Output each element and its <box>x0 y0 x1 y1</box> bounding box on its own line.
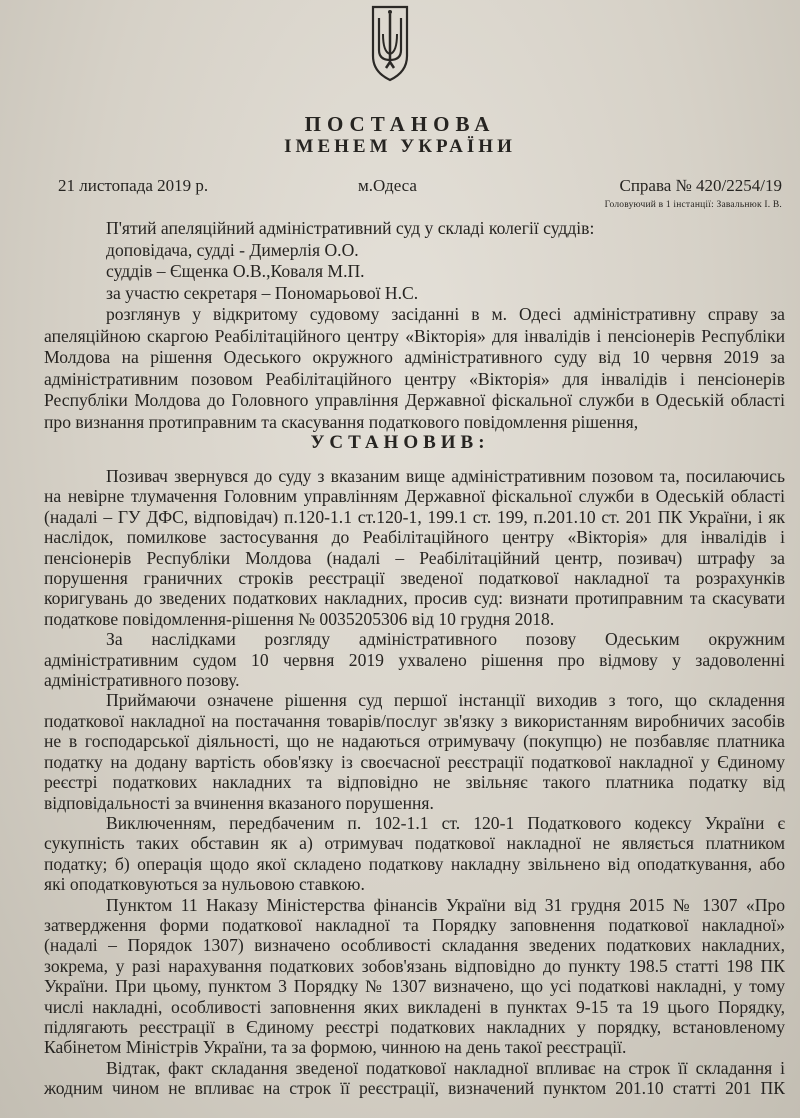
decision-city: м.Одеса <box>358 176 417 195</box>
paragraph-line: Позивач звернувся до суду з вказаним вище адміністративним позовом та, посилаючись <box>106 466 785 486</box>
paragraph-line: не в господарської діяльності, що не надаються отримувачу (покупцю) не позбавляє платника <box>44 731 785 752</box>
paragraph-line: податкове повідомлення-рішення № 0035205306 від 10 грудня 2018. <box>44 608 555 629</box>
paragraph-line: на невірне тлумачення Головним управлінням Державної фіскальної служби в Одеській області <box>44 486 785 507</box>
paragraph-line: зокрема, у разі нарахування податкових зобов'язань відповідно до пункту 198.5 статті 198 ПК <box>44 955 785 976</box>
paragraph-line: податку; б) операція щодо якої складено податкову накладну звільнено від оподаткування, або <box>44 853 785 874</box>
paragraph-line: які оподатковуються за нульовою ставкою. <box>44 874 365 895</box>
paragraph-line: Пунктом 11 Наказу Міністерства фінансів України від 31 грудня 2015 № 1307 «Про <box>106 894 785 915</box>
paragraph-line: адміністративним судом 10 червня 2019 ухвалено рішення про відмову у задоволенні <box>44 649 785 670</box>
composition-line: доповідача, судді - Димерлія О.О. <box>106 239 359 260</box>
paragraph-line: коригувань до зведених податкових накладних, просив суд: визнати протиправним та скасувати <box>44 588 785 609</box>
paragraph <box>44 629 785 690</box>
paragraph <box>44 895 785 1058</box>
paragraph-line: розглянув у відкритому судовому засіданні в м. Одесі адміністративну справу за <box>106 304 785 324</box>
decision-date: 21 листопада 2019 р. <box>58 176 209 195</box>
paragraph-line: числі накладні, особливості заповнення яких викладені в пунктах 9-15 та 19 цього Порядку, <box>44 996 785 1017</box>
paragraph <box>44 1058 785 1099</box>
paragraph-line: апеляційною скаргою Реабілітаційного центру «Вікторія» для інвалідів і пенсіонерів Республіки <box>44 325 785 346</box>
paragraph-line: наслідок, помилкове застосування до Реабілітаційного центру «Вікторія» для інвалідів і <box>44 527 785 548</box>
composition-line: за участю секретаря – Пономарьової Н.С. <box>106 282 419 303</box>
paragraph-line: Кабінетом Міністрів України, та за формою, чинною на день такої реєстрації. <box>44 1037 627 1058</box>
paragraph <box>44 813 785 895</box>
paragraph-line: сукупність таких обставин як а) отримувач податкової накладної не являється платником <box>44 833 785 854</box>
presiding-judge-note: Головуючий в 1 інстанції: Завальнюк І. В. <box>604 200 782 210</box>
paragraph-line: адміністративним позовом Реабілітаційного центру «Вікторія» для інвалідів і пенсіонерів <box>44 368 785 389</box>
case-number: Справа № 420/2254/19 <box>619 176 782 195</box>
paragraph-line: адміністративного позову. <box>44 670 240 691</box>
paragraph-line: (надалі – ГУ ДФС, відповідач) п.120-1.1 ст.120-1, 199.1 ст. 199, п.201.10 ст. 201 ПК України, і як <box>44 506 785 527</box>
paragraph-line: жодним чином не впливає на строк її реєстрації, визначений пунктом 201.10 статті 201 ПК <box>44 1078 785 1099</box>
paragraph-line: Молдова на рішення Одеського окружного адміністративного суду від 10 червня 2019 за <box>44 347 785 367</box>
paragraph-line: затвердження форми податкової накладної та Порядку заповнення податкової накладної» <box>44 914 785 935</box>
paragraph <box>44 690 785 812</box>
composition-line: П'ятий апеляційний адміністративний суд у складі колегії суддів: <box>106 218 595 238</box>
paragraph-line: Відтак, факт складання зведеної податкової накладної впливає на строк її складання і <box>106 1057 785 1078</box>
tryzub-coat-of-arms-icon <box>370 4 410 82</box>
paragraph-line: (надалі – Порядок 1307) визначено особливості складання зведених податкових накладних, <box>44 935 785 956</box>
paragraph-line: відповідальності за вчинення вказаного порушення. <box>44 792 434 813</box>
paragraph-line: пенсіонерів Республіки Молдова (надалі – Реабілітаційний центр, позивач) штрафу за <box>44 547 785 568</box>
paragraph <box>44 466 785 629</box>
paragraph-line: реєстрі податкових накладних та відповідно не звільняє такого платника податку від <box>44 772 785 793</box>
paragraph-line: Приймаючи означене рішення суд першої інстанції виходив з того, що складення <box>106 690 785 711</box>
paragraph-line: податкової накладної на постачання товарів/послуг зв'язку з використанням виробничих засобів <box>44 710 785 731</box>
paragraph-line: України. При цьому, пунктом 3 Порядку № 1307 визначено, що усі податкові накладні, у тому <box>44 976 785 997</box>
paragraph-line: порушення граничних строків реєстрації зведеної податкової накладної та розрахунків <box>44 568 785 589</box>
document-body <box>44 466 785 1099</box>
document-title: ПОСТАНОВА <box>304 112 496 136</box>
paragraph-line: про визнання протиправним та скасування податкового повідомлення рішення, <box>44 411 639 432</box>
paragraph-line: За наслідками розгляду адміністративного позову Одеським окружним <box>106 629 785 650</box>
paragraph-line: Республіки Молдова до Головного управління Державної фіскальної служби в Одеській області <box>44 390 785 410</box>
composition-line: суддів – Єщенка О.В.,Коваля М.П. <box>106 261 365 281</box>
paragraph-line: Виключенням, передбаченим п. 102-1.1 ст. 120-1 Податкового кодексу України є <box>106 812 785 833</box>
paragraph-line: податку на додану вартість обов'язку із своєчасної реєстрації податкової накладної у Єдиному <box>44 751 785 772</box>
section-heading: УСТАНОВИВ: <box>310 432 490 453</box>
court-composition <box>44 218 785 433</box>
document-subtitle: ІМЕНЕМ УКРАЇНИ <box>284 136 516 157</box>
paragraph-line: підлягають реєстрації в Єдиному реєстрі податкових накладних у порядку, встановленому <box>44 1016 785 1037</box>
